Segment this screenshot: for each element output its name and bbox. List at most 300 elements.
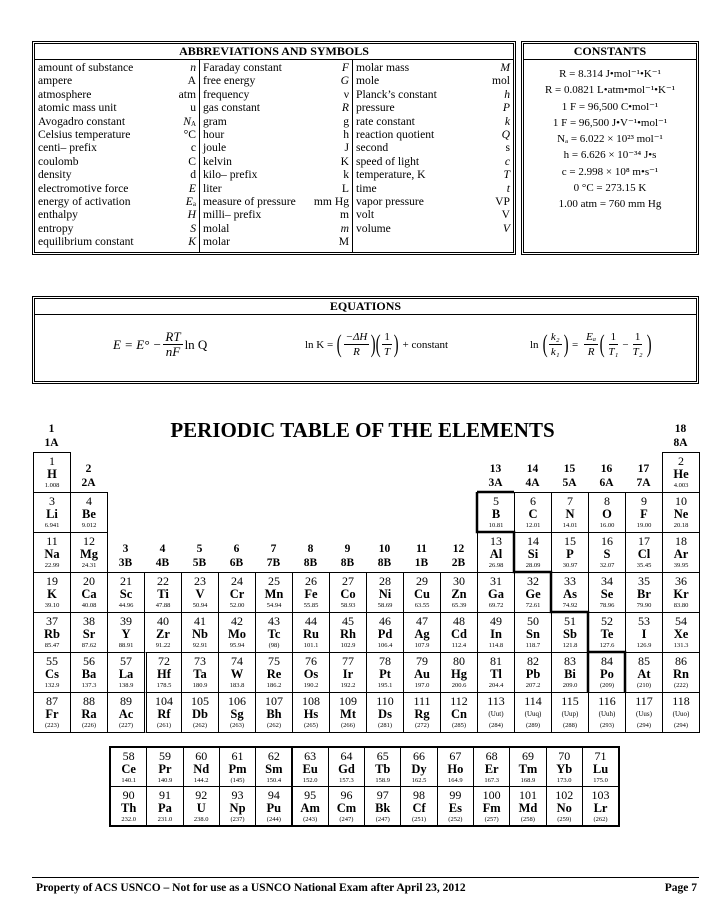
abbreviation-symbol: J <box>344 141 349 155</box>
element-cell <box>403 612 441 653</box>
atomic-number: 12 <box>83 534 95 548</box>
abbreviation-row <box>203 168 349 181</box>
abbreviation-label: atomic mass unit <box>38 101 117 115</box>
atomic-mass: (257) <box>484 816 499 823</box>
element-symbol: Pr <box>158 762 172 776</box>
abbreviation-symbol: V <box>502 221 510 235</box>
abbreviation-label: hour <box>203 127 225 141</box>
abbreviation-row <box>356 88 510 101</box>
abbreviation-label: milli– prefix <box>203 208 262 222</box>
atomic-mass: (209) <box>599 682 615 689</box>
group-number: 17 <box>637 463 650 475</box>
element-cell <box>625 612 663 653</box>
atomic-number: 21 <box>120 574 132 588</box>
eq-fraction <box>163 330 182 359</box>
element-symbol: Fm <box>482 801 501 815</box>
atomic-mass: 137.3 <box>81 682 97 689</box>
abbreviation-label: atmosphere <box>38 87 92 101</box>
atomic-mass: (294) <box>636 722 652 729</box>
atomic-number: 17 <box>638 534 650 548</box>
element-cell <box>110 747 147 787</box>
abbreviation-row <box>356 182 510 195</box>
atomic-number: 87 <box>46 694 58 708</box>
abbreviation-symbol: g <box>343 114 349 128</box>
footer-divider <box>32 877 699 878</box>
element-cell <box>219 786 256 826</box>
abbreviation-row <box>38 235 196 248</box>
element-symbol: Br <box>637 587 651 601</box>
element-symbol: Th <box>121 801 137 815</box>
eq-fraction <box>606 330 620 359</box>
atomic-mass: 180.9 <box>192 682 208 689</box>
atomic-number: 56 <box>83 654 95 668</box>
element-symbol: Db <box>192 707 208 721</box>
element-symbol: Mn <box>264 587 284 601</box>
group-number: 15 <box>563 463 576 475</box>
abbreviation-row <box>356 115 510 128</box>
eq-text: − <box>622 338 629 351</box>
atomic-mass: 138.9 <box>118 682 134 689</box>
element-cell <box>437 747 474 787</box>
group-label-old: 4B <box>155 557 170 569</box>
element-cell <box>588 532 626 573</box>
element-symbol: H <box>47 467 57 481</box>
atomic-mass: (251) <box>411 816 427 823</box>
atomic-mass: (98) <box>268 642 280 649</box>
element-symbol: Mt <box>340 707 356 721</box>
element-symbol: Ds <box>378 707 392 721</box>
group-label-old: 5B <box>192 557 207 569</box>
constant-item: 1 F = 96,500 C•mol⁻¹ <box>561 100 659 113</box>
abbreviation-label: rate constant <box>356 114 415 128</box>
element-cell <box>551 492 589 533</box>
right-paren: ) <box>371 330 377 358</box>
abbreviation-row <box>203 208 349 221</box>
atomic-number: 113 <box>487 694 505 708</box>
element-cell <box>70 572 108 613</box>
element-symbol: Ba <box>81 667 97 681</box>
element-symbol: Pa <box>158 801 172 815</box>
element-symbol: Dy <box>411 762 427 776</box>
abbreviation-row <box>38 128 196 141</box>
atomic-mass: (258) <box>520 816 535 823</box>
element-cell <box>625 492 663 533</box>
atomic-mass: (227) <box>118 722 134 729</box>
atomic-number: 80 <box>453 654 465 668</box>
group-number: 12 <box>452 543 465 555</box>
element-symbol: P <box>566 547 574 561</box>
atomic-number: 38 <box>83 614 95 628</box>
element-symbol: B <box>491 507 501 521</box>
atomic-number: 58 <box>122 749 135 763</box>
eq-text: + constant <box>402 338 449 351</box>
abbreviation-label: Celsius temperature <box>38 127 131 141</box>
constant-item: R = 8.314 J•mol⁻¹•K⁻¹ <box>559 68 661 80</box>
element-symbol: Cl <box>637 547 651 561</box>
group-number: 3 <box>122 543 129 555</box>
abbreviation-symbol: L <box>341 181 349 195</box>
atomic-mass: 207.2 <box>525 682 541 689</box>
atomic-number: 95 <box>304 788 317 802</box>
element-symbol: Ag <box>414 627 430 641</box>
atomic-mass: 102.9 <box>340 642 356 649</box>
group-number: 14 <box>526 463 539 475</box>
element-cell <box>477 612 515 653</box>
group-label-old: 8B <box>303 557 318 569</box>
element-symbol: As <box>563 587 577 601</box>
element-cell <box>329 652 367 693</box>
element-cell <box>588 492 626 533</box>
atomic-number: 63 <box>304 749 317 763</box>
eq-fraction <box>382 330 392 359</box>
atomic-number: 8 <box>604 494 610 508</box>
abbreviation-label: Faraday constant <box>203 61 282 74</box>
equations-title: EQUATIONS <box>35 299 696 315</box>
atomic-mass: 126.9 <box>636 642 652 649</box>
constant-item: h = 6.626 × 10⁻³⁴ J•s <box>563 149 657 162</box>
atomic-mass: 140.9 <box>157 777 173 784</box>
atomic-number: 81 <box>490 654 502 668</box>
element-cell <box>70 652 108 693</box>
element-cell <box>366 612 404 653</box>
element-symbol: Md <box>518 801 538 815</box>
element-cell <box>292 786 329 826</box>
atomic-mass: 69.72 <box>488 602 504 609</box>
element-cell <box>33 652 71 693</box>
constant-item: R = 0.0821 L•atm•mol⁻¹•K⁻¹ <box>544 84 676 97</box>
atomic-mass: 83.80 <box>673 602 689 609</box>
abbreviation-symbol: atm <box>178 87 196 101</box>
atomic-mass: 79.90 <box>636 602 652 609</box>
element-symbol: No <box>556 801 572 815</box>
element-cell <box>328 786 365 826</box>
element-symbol: Zn <box>451 587 467 601</box>
abbreviation-row <box>356 168 510 181</box>
atomic-mass: 121.8 <box>562 642 578 649</box>
group-label-old: 7B <box>266 557 281 569</box>
abbreviation-label: joule <box>203 141 227 155</box>
abbreviation-label: coulomb <box>38 154 79 168</box>
abbreviation-symbol: V <box>501 208 510 222</box>
abbreviation-symbol: C <box>188 154 196 168</box>
atomic-number: 102 <box>555 788 574 802</box>
atomic-number: 16 <box>601 534 613 548</box>
atomic-number: 4 <box>86 494 92 508</box>
element-cell <box>181 612 219 653</box>
atomic-number: 61 <box>231 749 244 763</box>
atomic-number: 89 <box>120 694 132 708</box>
element-cell <box>107 692 145 733</box>
constant-item: 0 °C = 273.15 K <box>573 182 647 195</box>
element-symbol: Np <box>229 801 246 815</box>
atomic-number: 20 <box>83 574 95 588</box>
abbreviation-symbol: c <box>504 154 510 168</box>
group-label-old: 4A <box>525 477 540 489</box>
element-cell <box>514 572 552 613</box>
element-symbol: Kr <box>673 587 689 601</box>
atomic-number: 54 <box>675 614 687 628</box>
element-symbol: Rh <box>340 627 356 641</box>
element-symbol: Sb <box>563 627 577 641</box>
abbreviation-row <box>203 155 349 168</box>
atomic-mass: 144.2 <box>193 777 209 784</box>
atomic-mass: 150.4 <box>266 777 282 784</box>
element-symbol: Ra <box>81 707 97 721</box>
abbreviation-symbol: H <box>187 208 196 222</box>
atomic-mass: (226) <box>81 722 97 729</box>
abbreviation-row <box>356 128 510 141</box>
element-symbol: Ti <box>157 587 169 601</box>
atomic-number: 104 <box>155 694 173 708</box>
abbreviation-label: centi– prefix <box>38 141 97 155</box>
element-cell <box>473 747 510 787</box>
atomic-number: 109 <box>339 694 357 708</box>
abbreviation-row <box>38 61 196 74</box>
element-cell <box>514 652 552 693</box>
footer-notice: Property of ACS USNCO – Not for use as a USNCO National Exam after April 23, 2012 <box>36 882 466 894</box>
abbreviation-symbol: E <box>188 181 196 195</box>
element-symbol: C <box>528 507 538 521</box>
element-cell <box>403 652 441 693</box>
atomic-mass: 58.69 <box>377 602 393 609</box>
eq-numerator: Eₐ <box>586 331 597 343</box>
abbreviation-label: speed of light <box>356 154 420 168</box>
element-symbol: Am <box>300 801 320 815</box>
atomic-mass: 197.0 <box>414 682 430 689</box>
right-paren: ) <box>646 330 652 358</box>
element-cell <box>33 532 71 573</box>
abbreviation-subscript: a <box>192 199 196 208</box>
element-symbol: Ta <box>193 667 207 681</box>
atomic-mass: (210) <box>636 682 652 689</box>
element-symbol: Tm <box>518 762 538 776</box>
atomic-mass: 72.61 <box>525 602 541 609</box>
atomic-number: 77 <box>342 654 354 668</box>
atomic-mass: 118.7 <box>525 642 541 649</box>
eq-denominator: T₁ <box>608 346 619 358</box>
abbreviation-label: molal <box>203 221 230 235</box>
constant-item: Nₐ = 6.022 × 10²³ mol⁻¹ <box>557 133 663 146</box>
element-cell <box>218 692 256 733</box>
atomic-mass: 30.97 <box>562 562 578 569</box>
atomic-mass: 164.9 <box>448 777 463 784</box>
atomic-number: 112 <box>450 694 468 708</box>
abbreviation-row <box>38 115 196 128</box>
element-symbol: At <box>637 667 651 681</box>
element-symbol: N <box>565 507 575 521</box>
element-cell <box>183 786 220 826</box>
atomic-mass: 200.6 <box>451 682 467 689</box>
atomic-mass: 140.1 <box>121 777 136 784</box>
atomic-mass: 4.003 <box>673 482 689 489</box>
element-symbol: Pu <box>266 801 282 815</box>
abbreviation-symbol: ν <box>343 87 349 101</box>
atomic-number: 28 <box>379 574 391 588</box>
atomic-mass: 9.012 <box>81 522 97 529</box>
atomic-number: 70 <box>558 749 571 763</box>
abbreviation-label: frequency <box>203 87 250 101</box>
element-symbol: Pt <box>379 667 391 681</box>
atomic-mass: (272) <box>414 722 430 729</box>
element-symbol: (Uus) <box>636 710 652 718</box>
atomic-number: 40 <box>157 614 169 628</box>
atomic-number: 92 <box>195 788 208 802</box>
atomic-number: 68 <box>485 749 498 763</box>
element-symbol: Nb <box>192 627 208 641</box>
element-symbol: Eu <box>302 762 318 776</box>
element-cell <box>509 747 546 787</box>
element-symbol: (Uup) <box>561 710 579 718</box>
element-cell <box>292 612 330 653</box>
atomic-number: 117 <box>635 694 653 708</box>
group-label-old: 7A <box>636 477 651 489</box>
atomic-number: 35 <box>638 574 650 588</box>
abbreviation-label: electromotive force <box>38 181 129 195</box>
element-cell <box>662 532 700 573</box>
atomic-number: 42 <box>231 614 243 628</box>
element-symbol: Cm <box>336 801 357 815</box>
element-symbol: Os <box>303 667 319 681</box>
abbreviation-symbol: n <box>190 61 196 74</box>
abbreviation-symbol: m <box>340 221 349 235</box>
element-symbol: I <box>641 627 647 641</box>
abbreviation-symbol: K <box>188 235 196 249</box>
eq-denominator: R <box>587 346 595 358</box>
abbreviation-row <box>203 88 349 101</box>
group-number: 7 <box>270 543 277 555</box>
element-symbol: Fr <box>45 707 59 721</box>
left-paren: ( <box>542 330 548 358</box>
atomic-number: 49 <box>490 614 502 628</box>
abbreviation-symbol: h <box>343 127 349 141</box>
atomic-mass: 92.91 <box>192 642 208 649</box>
element-symbol: Yb <box>556 762 573 776</box>
element-symbol: Ac <box>118 707 134 721</box>
abbreviation-symbol: M <box>338 235 349 249</box>
atomic-mass: (244) <box>266 816 281 823</box>
abbreviation-label: entropy <box>38 221 74 235</box>
group-number: 11 <box>416 543 427 555</box>
atomic-number: 47 <box>416 614 428 628</box>
abbreviation-symbol: mm Hg <box>313 194 349 208</box>
abbreviation-label: liter <box>203 181 222 195</box>
element-symbol: Sg <box>230 707 244 721</box>
element-symbol: Es <box>448 801 462 815</box>
element-cell <box>477 492 515 533</box>
abbreviation-row <box>38 101 196 114</box>
abbreviation-symbol: s <box>505 141 510 155</box>
atomic-number: 51 <box>564 614 576 628</box>
atomic-mass: 35.45 <box>636 562 652 569</box>
abbreviation-symbol: NA <box>183 114 196 128</box>
element-symbol: Bi <box>564 667 576 681</box>
atomic-number: 71 <box>594 749 607 763</box>
constant-item: 1 F = 96,500 J•V⁻¹•mol⁻¹ <box>552 116 668 129</box>
atomic-mass: 58.93 <box>340 602 356 609</box>
element-cell <box>33 572 71 613</box>
element-cell <box>218 652 256 693</box>
atomic-number: 115 <box>561 694 579 708</box>
atomic-number: 97 <box>376 788 389 802</box>
atomic-number: 79 <box>416 654 428 668</box>
element-symbol: Pd <box>377 627 393 641</box>
abbreviation-symbol: F <box>341 61 349 74</box>
nernst-equation <box>113 330 207 359</box>
atomic-number: 34 <box>601 574 613 588</box>
element-cell <box>218 612 256 653</box>
atomic-number: 27 <box>342 574 354 588</box>
atomic-mass: 157.3 <box>339 777 354 784</box>
abbreviations-columns <box>35 60 513 253</box>
abbreviations-title: ABBREVIATIONS AND SYMBOLS <box>35 44 513 60</box>
abbreviation-label: enthalpy <box>38 208 78 222</box>
abbreviations-column <box>200 60 353 253</box>
atomic-number: 41 <box>194 614 206 628</box>
eq-denominator: R <box>353 346 360 358</box>
atomic-mass: 238.0 <box>193 816 209 823</box>
atomic-mass: 47.88 <box>155 602 171 609</box>
abbreviation-label: gas constant <box>203 101 260 115</box>
abbreviation-row <box>356 208 510 221</box>
element-cell <box>477 652 515 693</box>
atomic-number: 55 <box>46 654 58 668</box>
element-symbol: Hs <box>303 707 319 721</box>
atomic-number: 90 <box>122 788 135 802</box>
abbreviation-label: time <box>356 181 377 195</box>
element-cell <box>255 652 293 693</box>
element-symbol: Hf <box>157 667 171 681</box>
element-symbol: Sr <box>82 627 96 641</box>
eq-numerator: 1 <box>384 331 390 343</box>
group-number: 5 <box>196 543 203 555</box>
eq-fraction <box>344 330 370 359</box>
element-symbol: Ne <box>673 507 689 521</box>
page-number: Page 7 <box>664 882 697 894</box>
atomic-number: 94 <box>267 788 280 802</box>
element-symbol: Ge <box>525 587 541 601</box>
abbreviation-row <box>38 155 196 168</box>
element-cell <box>144 692 182 733</box>
atomic-mass: 78.96 <box>599 602 615 609</box>
element-cell <box>514 692 552 733</box>
atomic-mass: 87.62 <box>81 642 97 649</box>
atomic-mass: 209.0 <box>562 682 578 689</box>
group-label-old: 2B <box>451 557 466 569</box>
element-cell <box>473 786 510 826</box>
atomic-number: 13 <box>490 534 502 548</box>
group-number: 16 <box>600 463 613 475</box>
element-cell <box>255 612 293 653</box>
element-symbol: Ru <box>303 627 319 641</box>
abbreviation-row <box>356 222 510 235</box>
element-symbol: Cf <box>412 801 426 815</box>
atomic-number: 9 <box>641 494 647 508</box>
atomic-number: 64 <box>340 749 353 763</box>
element-cell <box>477 572 515 613</box>
element-symbol: Se <box>600 587 614 601</box>
element-cell <box>625 572 663 613</box>
atomic-mass: 55.85 <box>303 602 319 609</box>
element-symbol: Ir <box>342 667 354 681</box>
atomic-number: 19 <box>46 574 58 588</box>
abbreviation-label: volume <box>356 221 391 235</box>
atomic-number: 85 <box>638 654 650 668</box>
element-symbol: W <box>230 667 244 681</box>
abbreviation-symbol: S <box>190 221 196 235</box>
element-symbol: K <box>47 587 57 601</box>
eq-fraction <box>631 330 645 359</box>
atomic-number: 39 <box>120 614 132 628</box>
